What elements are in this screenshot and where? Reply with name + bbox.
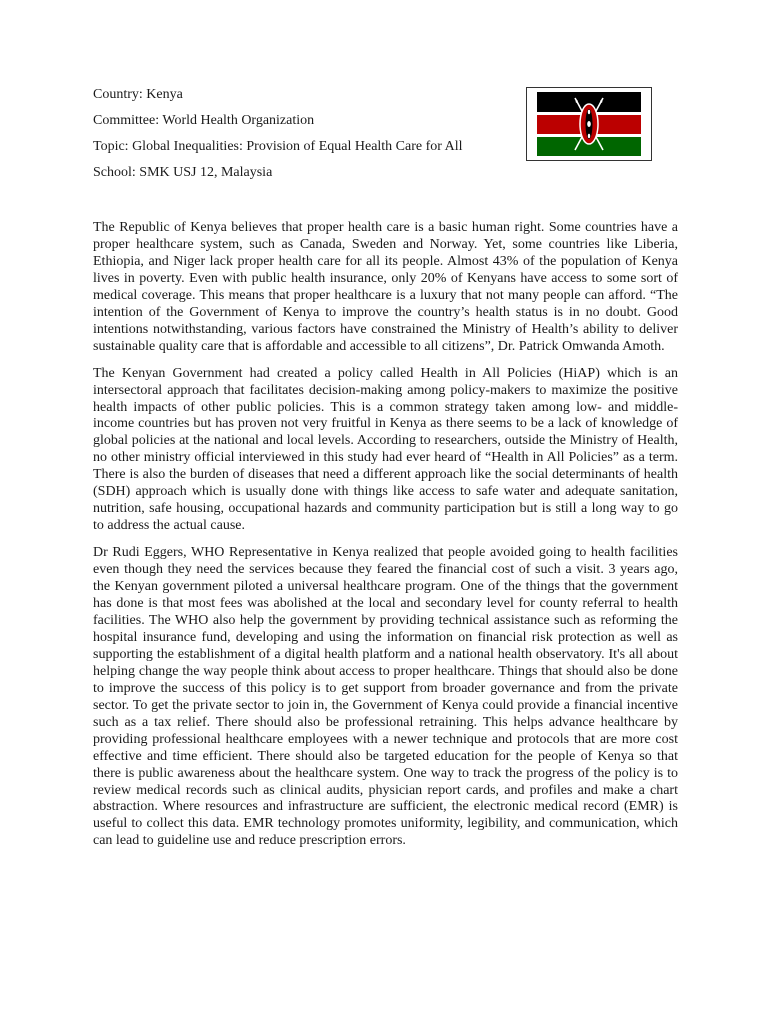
- paragraph-intro: The Republic of Kenya believes that proper health care is a basic human right. Some countries have a proper healthcare system, such as Canada, Sweden and Norway. Yet, some countries like Liberia, Ethiopia, and Niger lack proper health care for all its people. Almost 43% of the population of Kenya lives in poverty. Even with public health insurance, only 20% of Kenyans have access to some sort of medical coverage. This means that proper healthcare is a luxury that not many people can afford. “The intention of the Government of Kenya to improve the country’s health status is in no doubt. Good intentions notwithstanding, various factors have constrained the Ministry of Health’s ability to deliver sustainable quality care that is affordable and accessible to all citizens”, Dr. Patrick Omwanda Amoth.: [93, 220, 678, 354]
- document-body: [93, 220, 678, 860]
- position-paper-header: [93, 86, 513, 190]
- school-line: School: SMK USJ 12, Malaysia: [93, 165, 273, 180]
- flag-shield-icon: [580, 104, 598, 144]
- flag-frame: [526, 87, 652, 161]
- country-line: Country: Kenya: [93, 87, 183, 102]
- kenya-flag-icon: [537, 92, 641, 156]
- paragraph-who-support: Dr Rudi Eggers, WHO Representative in Kenya realized that people avoided going to health facilities even though they need the services because they feared the financial cost of such a visit. 3 years ago, the Kenyan government piloted a universal healthcare program. One of the things that the government has done is that most fees was abolished at the local and secondary level for county referral to health facilities. The WHO also help the government by providing technical assistance such as reforming the hospital insurance fund, developing and using the information on financial risk protection as well as supporting the establishment of a digital health platform and a national health observatory. It's all about helping change the way people think about access to proper healthcare. Things that should also be done to improve the success of this policy is to get support from broader governance and from the private sector. To get the private sector to join in, the Government of Kenya could provide a financial incentive such as a tax relief. There should also be professional retraining. This helps advance healthcare by providing professional healthcare employees with a newer technique and protocols that are more cost effective and time efficient. There should also be targeted education for the people of Kenya so that there is public awareness about the healthcare system. One way to track the progress of the policy is to review medical records such as clinical audits, physician report cards, and profiles and make a chart abstraction. Where resources and infrastructure are sufficient, the electronic medical record (EMR) is useful to collect this data. EMR technology promotes uniformity, legibility, and communication, which can lead to guideline use and reduce prescription errors.: [93, 545, 678, 849]
- topic-line: Topic: Global Inequalities: Provision of Equal Health Care for All: [93, 139, 463, 154]
- paragraph-hiap-policy: The Kenyan Government had created a policy called Health in All Policies (HiAP) which is an intersectoral approach that facilitates decision-making among policy-makers to maximize the positive health impacts of other public policies. This is a common strategy taken among low- and middle-income countries but has proven not very fruitful in Kenya as there seems to be a lack of knowledge of global policies at the national and local levels. According to researchers, outside the Ministry of Health, no other ministry official interviewed in this study had ever heard of “Health in All Policies” as a term. There is also the burden of diseases that need a different approach like the social determinants of health (SDH) approach which is usually done with things like access to safe water and adequate sanitation, nutrition, safe housing, occupational hazards and community participation but is still a long way to go to address the actual cause.: [93, 365, 678, 534]
- committee-line: Committee: World Health Organization: [93, 113, 315, 128]
